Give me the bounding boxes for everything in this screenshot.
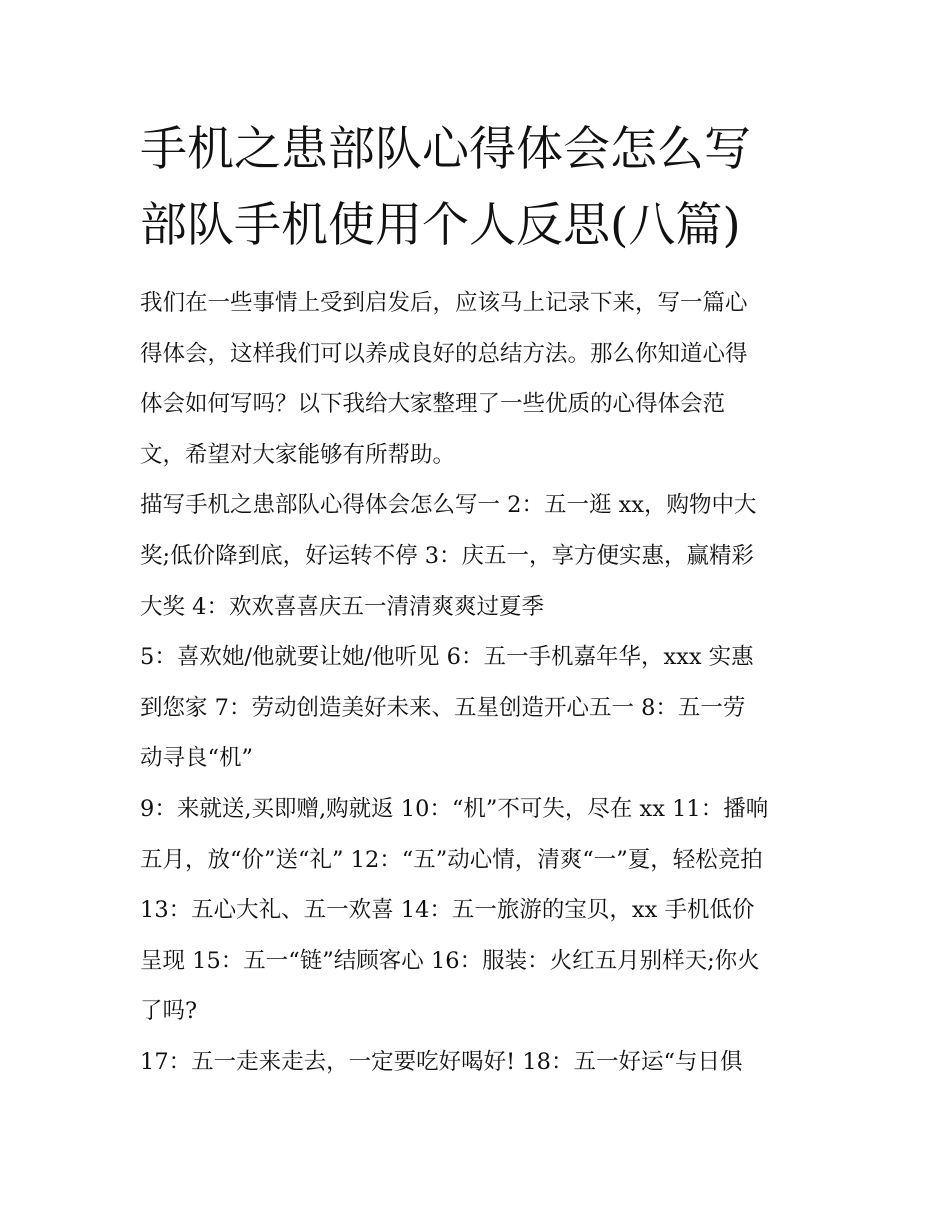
- text-line: 了吗?: [140, 998, 198, 1025]
- text-line: 描写手机之患部队心得体会怎么写一 2：五一逛 xx，购物中大: [140, 492, 757, 519]
- text-line: 13：五心大礼、五一欢喜 14：五一旅游的宝贝，xx 手机低价: [140, 897, 755, 924]
- text-line: 奖;低价降到底，好运转不停 3：庆五一，享方便实惠，赢精彩: [140, 542, 755, 569]
- text-line: 得体会，这样我们可以养成良好的总结方法。那么你知道心得: [140, 340, 748, 367]
- body-paragraph: [140, 480, 820, 632]
- text-line: 5：喜欢她/他就要让她/他听见 6：五一手机嘉年华，xxx 实惠: [140, 644, 754, 671]
- text-line: 文，希望对大家能够有所帮助。: [140, 441, 456, 468]
- text-line: 五月，放“价”送“礼” 12：“五”动心情，清爽“一”夏，轻松竞拍: [140, 846, 763, 873]
- title-line: 部队手机使用个人反思(八篇): [140, 198, 741, 253]
- text-line: 体会如何写吗？以下我给大家整理了一些优质的心得体会范: [140, 391, 726, 418]
- document-body: [140, 278, 820, 1088]
- body-paragraph: [140, 784, 820, 1037]
- page-title: [140, 112, 820, 264]
- text-line: 9：来就送,买即赠,购就返 10：“机”不可失，尽在 xx 11：播响: [140, 795, 769, 822]
- text-line: 到您家 7：劳动创造美好未来、五星创造开心五一 8：五一劳: [140, 694, 746, 721]
- text-line: 动寻良“机”: [140, 745, 254, 772]
- text-line: 大奖 4：欢欢喜喜庆五一清清爽爽过夏季: [140, 593, 544, 620]
- title-line: 手机之患部队心得体会怎么写: [140, 122, 751, 177]
- body-paragraph: [140, 632, 820, 784]
- text-line: 17：五一走来走去，一定要吃好喝好! 18：五一好运“与日俱: [140, 1048, 743, 1075]
- body-paragraph: [140, 1037, 820, 1088]
- text-line: 呈现 15：五一“链”结顾客心 16：服装：火红五月别样天;你火: [140, 947, 760, 974]
- intro-paragraph: [140, 278, 820, 480]
- text-line: 我们在一些事情上受到启发后，应该马上记录下来，写一篇心: [140, 290, 748, 316]
